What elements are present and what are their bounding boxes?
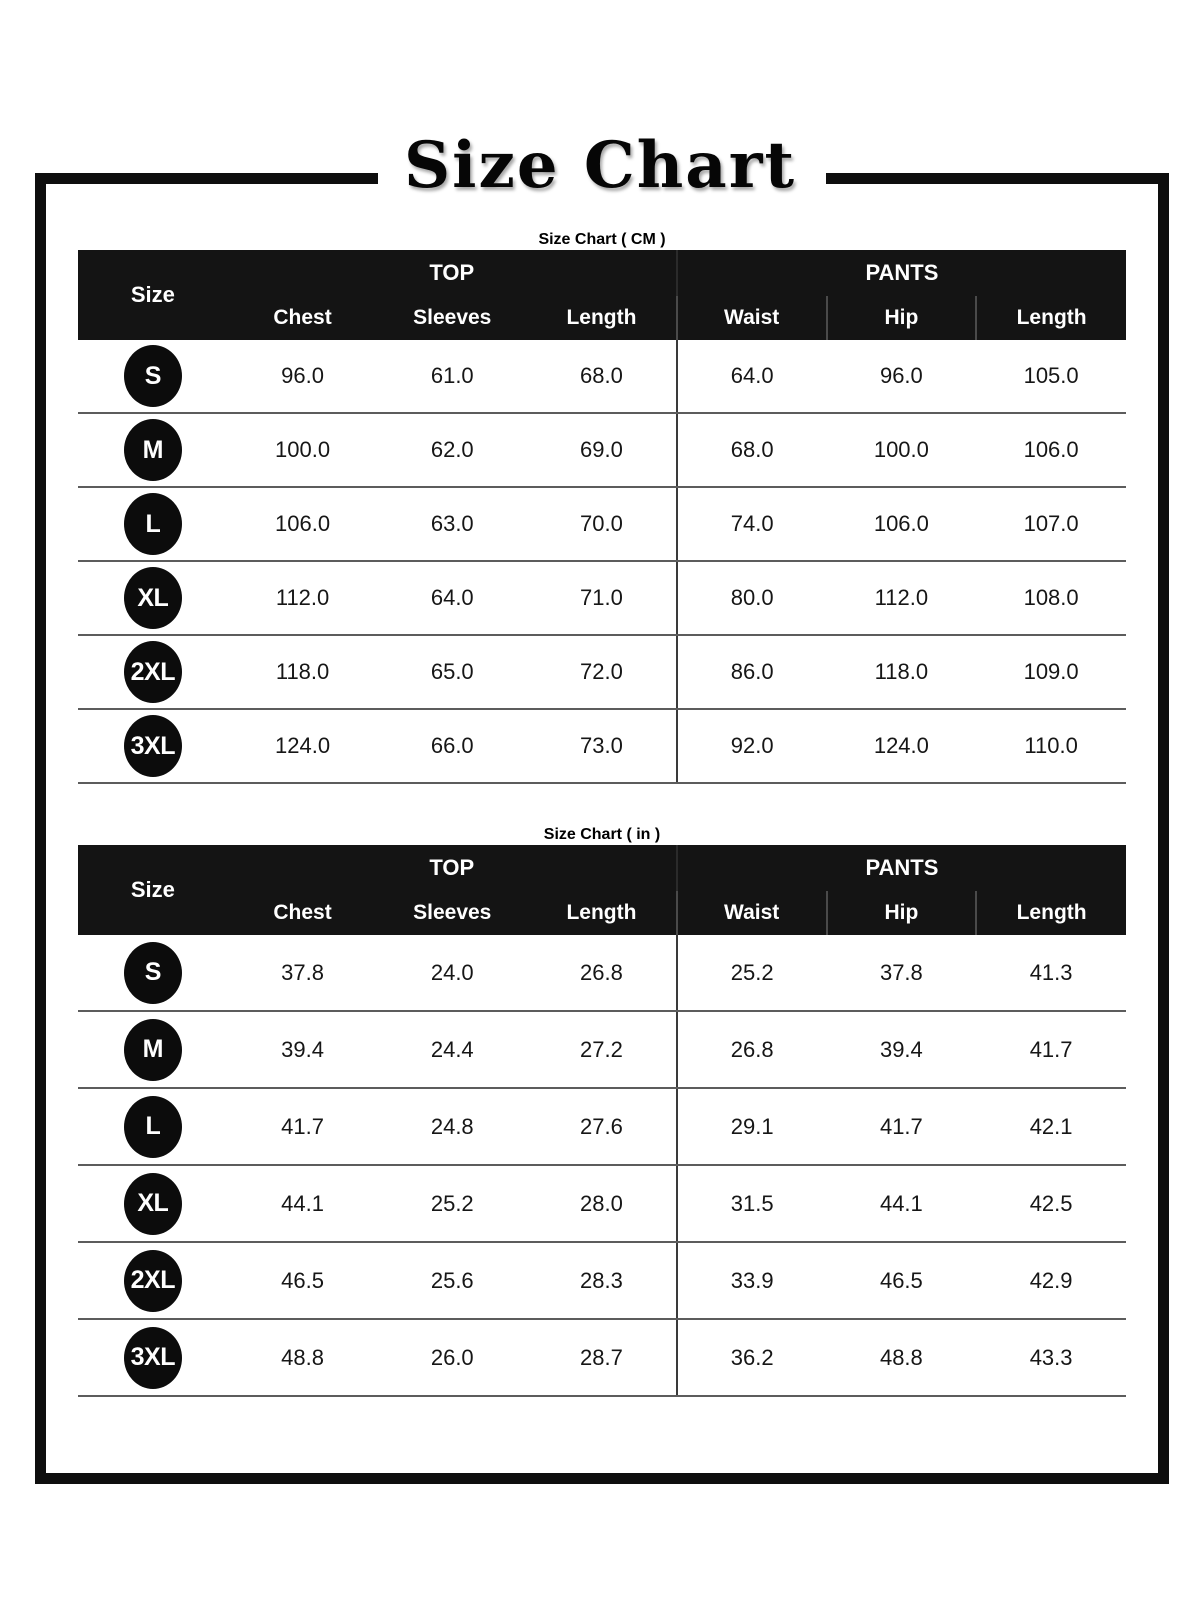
measurement-cell: 24.0 (377, 935, 527, 1011)
column-header-sleeves: Sleeves (377, 296, 527, 340)
group-header-top: TOP (228, 845, 677, 891)
measurement-cell: 107.0 (976, 487, 1126, 561)
measurement-cell: 62.0 (377, 413, 527, 487)
measurement-cell: 68.0 (527, 340, 677, 413)
measurement-cell: 105.0 (976, 340, 1126, 413)
size-badge: 3XL (124, 715, 182, 777)
measurement-cell: 124.0 (228, 709, 378, 783)
measurement-cell: 80.0 (677, 561, 827, 635)
measurement-cell: 44.1 (827, 1165, 977, 1242)
border-frame (35, 173, 1169, 1484)
measurement-cell: 25.2 (677, 935, 827, 1011)
size-chart-in-table (78, 825, 1126, 1397)
measurement-cell: 106.0 (827, 487, 977, 561)
measurement-cell: 110.0 (976, 709, 1126, 783)
caption-row (78, 230, 1126, 250)
measurement-cell: 72.0 (527, 635, 677, 709)
measurement-cell: 26.0 (377, 1319, 527, 1396)
measurement-cell: 27.2 (527, 1011, 677, 1088)
size-chart-cm-table (78, 230, 1126, 784)
size-cell (78, 1011, 228, 1088)
measurement-cell: 92.0 (677, 709, 827, 783)
measurement-cell: 108.0 (976, 561, 1126, 635)
measurement-cell: 48.8 (228, 1319, 378, 1396)
table-caption: Size Chart ( CM ) (538, 231, 666, 248)
measurement-cell: 73.0 (527, 709, 677, 783)
measurement-cell: 25.6 (377, 1242, 527, 1319)
table-row (78, 487, 1126, 561)
table-caption: Size Chart ( in ) (543, 826, 661, 843)
measurement-cell: 74.0 (677, 487, 827, 561)
size-cell (78, 340, 228, 413)
column-header-pants-length: Length (976, 891, 1126, 935)
size-cell (78, 1319, 228, 1396)
measurement-cell: 66.0 (377, 709, 527, 783)
table-row (78, 561, 1126, 635)
measurement-cell: 42.5 (976, 1165, 1126, 1242)
measurement-cell: 41.7 (228, 1088, 378, 1165)
measurement-cell: 39.4 (228, 1011, 378, 1088)
measurement-cell: 29.1 (677, 1088, 827, 1165)
size-column-header: Size (78, 250, 228, 340)
measurement-cell: 68.0 (677, 413, 827, 487)
size-cell (78, 1165, 228, 1242)
size-column-header: Size (78, 845, 228, 935)
measurement-cell: 100.0 (228, 413, 378, 487)
column-header-top-length: Length (527, 891, 677, 935)
caption-row (78, 825, 1126, 845)
measurement-cell: 124.0 (827, 709, 977, 783)
measurement-cell: 106.0 (976, 413, 1126, 487)
size-cell (78, 561, 228, 635)
size-badge: L (124, 493, 182, 555)
measurement-cell: 36.2 (677, 1319, 827, 1396)
table-row (78, 1319, 1126, 1396)
measurement-cell: 69.0 (527, 413, 677, 487)
size-badge: L (124, 1096, 182, 1158)
measurement-cell: 41.3 (976, 935, 1126, 1011)
group-header-row (78, 845, 1126, 891)
measurement-cell: 41.7 (976, 1011, 1126, 1088)
measurement-cell: 44.1 (228, 1165, 378, 1242)
size-cell (78, 413, 228, 487)
size-badge: M (124, 1019, 182, 1081)
measurement-cell: 118.0 (228, 635, 378, 709)
measurement-cell: 28.3 (527, 1242, 677, 1319)
column-header-sleeves: Sleeves (377, 891, 527, 935)
table-row (78, 709, 1126, 783)
measurement-cell: 112.0 (827, 561, 977, 635)
table-row (78, 635, 1126, 709)
measurement-cell: 61.0 (377, 340, 527, 413)
table-row (78, 1011, 1126, 1088)
measurement-cell: 46.5 (228, 1242, 378, 1319)
group-header-top: TOP (228, 250, 677, 296)
column-header-row (78, 891, 1126, 935)
measurement-cell: 42.1 (976, 1088, 1126, 1165)
column-header-waist: Waist (677, 891, 827, 935)
measurement-cell: 109.0 (976, 635, 1126, 709)
measurement-cell: 26.8 (527, 935, 677, 1011)
column-header-row (78, 296, 1126, 340)
column-header-hip: Hip (827, 296, 977, 340)
measurement-cell: 24.8 (377, 1088, 527, 1165)
measurement-cell: 106.0 (228, 487, 378, 561)
column-header-top-length: Length (527, 296, 677, 340)
measurement-cell: 39.4 (827, 1011, 977, 1088)
measurement-cell: 28.0 (527, 1165, 677, 1242)
measurement-cell: 118.0 (827, 635, 977, 709)
measurement-cell: 64.0 (377, 561, 527, 635)
measurement-cell: 63.0 (377, 487, 527, 561)
measurement-cell: 71.0 (527, 561, 677, 635)
measurement-cell: 24.4 (377, 1011, 527, 1088)
measurement-cell: 37.8 (827, 935, 977, 1011)
measurement-cell: 37.8 (228, 935, 378, 1011)
measurement-cell: 28.7 (527, 1319, 677, 1396)
size-cell (78, 635, 228, 709)
measurement-cell: 31.5 (677, 1165, 827, 1242)
measurement-cell: 48.8 (827, 1319, 977, 1396)
size-badge: XL (124, 567, 182, 629)
size-badge: M (124, 419, 182, 481)
measurement-cell: 112.0 (228, 561, 378, 635)
size-badge: 3XL (124, 1327, 182, 1389)
column-header-chest: Chest (228, 296, 378, 340)
column-header-pants-length: Length (976, 296, 1126, 340)
measurement-cell: 65.0 (377, 635, 527, 709)
table-row (78, 935, 1126, 1011)
measurement-cell: 64.0 (677, 340, 827, 413)
table-row (78, 1242, 1126, 1319)
table-row (78, 340, 1126, 413)
measurement-cell: 26.8 (677, 1011, 827, 1088)
group-header-pants: PANTS (677, 845, 1126, 891)
measurement-cell: 25.2 (377, 1165, 527, 1242)
size-cell (78, 1088, 228, 1165)
measurement-cell: 41.7 (827, 1088, 977, 1165)
measurement-cell: 70.0 (527, 487, 677, 561)
size-cell (78, 709, 228, 783)
column-header-chest: Chest (228, 891, 378, 935)
table-row (78, 1088, 1126, 1165)
group-header-pants: PANTS (677, 250, 1126, 296)
size-cell (78, 487, 228, 561)
measurement-cell: 46.5 (827, 1242, 977, 1319)
size-badge: S (124, 942, 182, 1004)
column-header-hip: Hip (827, 891, 977, 935)
size-badge: 2XL (124, 641, 182, 703)
size-cell (78, 935, 228, 1011)
measurement-cell: 33.9 (677, 1242, 827, 1319)
table-row (78, 413, 1126, 487)
measurement-cell: 43.3 (976, 1319, 1126, 1396)
measurement-cell: 100.0 (827, 413, 977, 487)
page-title: Size Chart (403, 128, 797, 203)
measurement-cell: 96.0 (827, 340, 977, 413)
size-badge: XL (124, 1173, 182, 1235)
size-badge: S (124, 345, 182, 407)
column-header-waist: Waist (677, 296, 827, 340)
measurement-cell: 42.9 (976, 1242, 1126, 1319)
measurement-cell: 96.0 (228, 340, 378, 413)
size-badge: 2XL (124, 1250, 182, 1312)
group-header-row (78, 250, 1126, 296)
size-cell (78, 1242, 228, 1319)
table-row (78, 1165, 1126, 1242)
measurement-cell: 86.0 (677, 635, 827, 709)
measurement-cell: 27.6 (527, 1088, 677, 1165)
